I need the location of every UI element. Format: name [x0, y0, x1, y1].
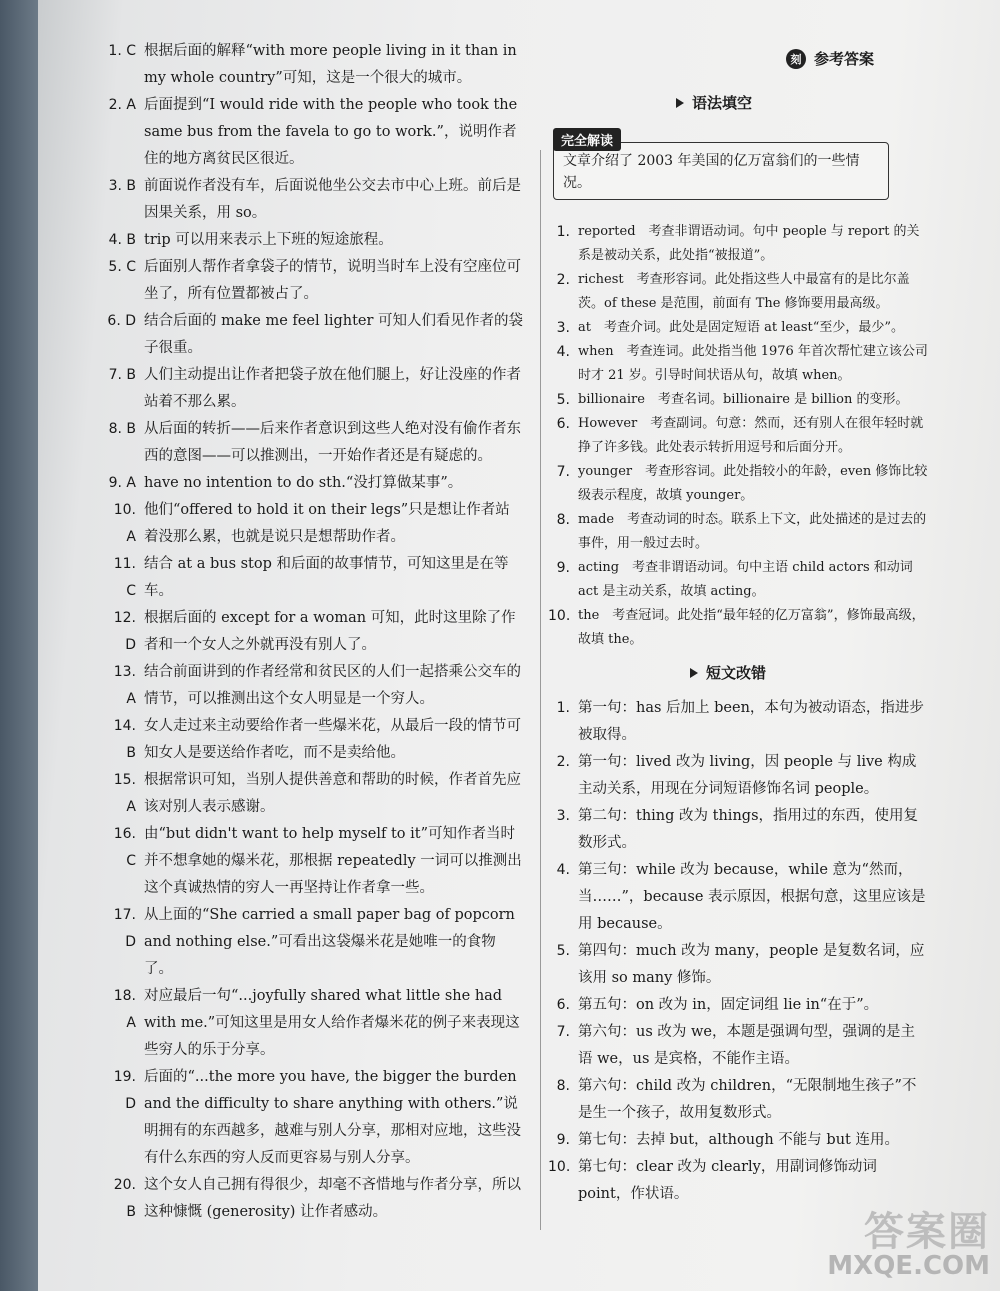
- answer-explanation: 后面的“...the more you have, the bigger the burden and the difficulty to share anything with others.”说明拥有的东西越多，越难与别人分享，那相对应地，这些没有什么东西的穷人反而更容易与别人分享。: [144, 1069, 521, 1166]
- answer-item: [548, 556, 928, 604]
- page-header: [786, 48, 874, 69]
- answer-explanation: 第七句：clear 改为 clearly，用副词修饰动词 point，作状语。: [578, 1159, 877, 1202]
- answer-explanation: acting 考查非谓语动词。句中主语 child actors 和动词 act 是主动关系，故填 acting。: [578, 560, 913, 599]
- answer-number: 2.: [556, 272, 570, 288]
- answer-number: 6.: [556, 997, 570, 1013]
- answer-explanation: trip 可以用来表示上下班的短途旅程。: [144, 232, 393, 248]
- answer-explanation: 后面提到“I would ride with the people who took the same bus from the favela to go to work.”，说明作者住的地方离贫民区很近。: [144, 97, 518, 167]
- background-edge: [0, 0, 40, 1291]
- answer-number: 7. B: [108, 367, 136, 383]
- answer-number: 3.: [556, 320, 570, 336]
- answer-number: 1. C: [108, 43, 136, 59]
- answer-explanation: 从上面的“She carried a small paper bag of popcorn and nothing else.”可看出这袋爆米花是她唯一的食物了。: [144, 907, 515, 977]
- answer-explanation: 由“but didn't want to help myself to it”可知作者当时并不想拿她的爆米花，那根据 repeatedly 一词可以推测出这个真诚热情的穷人一再坚持让作者拿一些。: [144, 826, 522, 896]
- answer-explanation: 根据后面的解释“with more people living in it than in my whole country”可知，这是一个很大的城市。: [144, 43, 517, 86]
- watermark: [820, 1200, 990, 1280]
- answer-number: 10. A: [113, 502, 136, 545]
- correction-answers: [548, 695, 928, 1208]
- answer-item: [548, 1019, 928, 1073]
- answer-item: [104, 767, 524, 821]
- grammar-answers: [548, 220, 928, 652]
- answer-item: [104, 902, 524, 983]
- answer-number: 17. D: [113, 907, 136, 950]
- answer-explanation: the 考查冠词。此处指“最年轻的亿万富翁”，修饰最高级，故填 the。: [578, 608, 925, 647]
- answer-number: 13. A: [113, 664, 136, 707]
- grammar-section-title: [676, 92, 752, 113]
- answer-explanation: 第二句：thing 改为 things，指用过的东西，使用复数形式。: [578, 808, 919, 851]
- answer-explanation: have no intention to do sth.“没打算做某事”。: [144, 475, 463, 491]
- answer-explanation: 第六句：child 改为 children，“无限制地生孩子”不是生一个孩子，故用复数形式。: [578, 1078, 917, 1121]
- answer-item: [104, 173, 524, 227]
- answer-explanation: However 考查副词。句意：然而，还有别人在很年轻时就挣了许多钱。此处表示转折用逗号和后面分开。: [578, 416, 924, 455]
- answer-item: [548, 1127, 928, 1154]
- answer-item: [548, 316, 928, 340]
- answer-item: [104, 1172, 524, 1226]
- answer-number: 5.: [556, 943, 570, 959]
- answer-explanation: made 考查动词的时态。联系上下文，此处描述的是过去的事件，用一般过去时。: [578, 512, 927, 551]
- answer-number: 8.: [556, 512, 570, 528]
- answer-item: [104, 362, 524, 416]
- answer-item: [104, 416, 524, 470]
- answer-explanation: 他们“offered to hold it on their legs”只是想让作者站着没那么累，也就是说只是想帮助作者。: [144, 502, 510, 545]
- answer-number: 9. A: [108, 475, 136, 491]
- answer-explanation: younger 考查形容词。此处指较小的年龄，even 修饰比较级表示程度，故填 younger。: [578, 464, 928, 503]
- answer-explanation: richest 考查形容词。此处指这些人中最富有的是比尔盖茨。of these 是范围，前面有 The 修饰要用最高级。: [578, 272, 910, 311]
- answer-item: [548, 508, 928, 556]
- answer-item: [104, 38, 524, 92]
- triangle-icon: [676, 98, 684, 108]
- answer-item: [104, 983, 524, 1064]
- answer-explanation: 女人走过来主动要给作者一些爆米花，从最后一段的情节可知女人是要送给作者吃，而不是卖给他。: [144, 718, 521, 761]
- answer-number: 1.: [556, 224, 570, 240]
- answer-number: 18. A: [113, 988, 136, 1031]
- answer-item: [104, 1064, 524, 1172]
- answer-number: 3.: [556, 808, 570, 824]
- answer-item: [548, 938, 928, 992]
- answer-number: 10.: [548, 608, 571, 624]
- answer-number: 11. C: [113, 556, 136, 599]
- answer-number: 19. D: [113, 1069, 136, 1112]
- answer-number: 1.: [556, 700, 570, 716]
- answer-item: [548, 388, 928, 412]
- answer-item: [548, 268, 928, 316]
- answer-item: [104, 821, 524, 902]
- watermark-url: MXQE.COM: [827, 1251, 990, 1281]
- answer-item: [104, 713, 524, 767]
- answer-explanation: 第五句：on 改为 in，固定词组 lie in“在于”。: [578, 997, 879, 1013]
- header-title: 参考答案: [814, 50, 875, 68]
- answer-explanation: 结合后面的 make me feel lighter 可知人们看见作者的袋子很重。: [144, 313, 524, 356]
- answer-explanation: 第六句：us 改为 we，本题是强调句型，强调的是主语 we，us 是宾格，不能作主语。: [578, 1024, 915, 1067]
- answer-item: [104, 470, 524, 497]
- answer-number: 6.: [556, 416, 570, 432]
- answer-number: 9.: [556, 1132, 570, 1148]
- answer-number: 6. D: [107, 313, 136, 329]
- triangle-icon: [690, 668, 698, 678]
- answer-explanation: 第一句：lived 改为 living，因 people 与 live 构成主动关系，用现在分词短语修饰名词 people。: [578, 754, 917, 797]
- answer-explanation: billionaire 考查名词。billionaire 是 billion 的变形。: [578, 392, 909, 407]
- answer-number: 2.: [556, 754, 570, 770]
- answer-explanation: 人们主动提出让作者把袋子放在他们腿上，好让没座的作者站着不那么累。: [144, 367, 521, 410]
- answer-item: [548, 695, 928, 749]
- answer-number: 14. B: [113, 718, 136, 761]
- answer-number: 10.: [548, 1159, 571, 1175]
- answer-item: [548, 749, 928, 803]
- answer-item: [104, 551, 524, 605]
- answer-number: 7.: [556, 464, 570, 480]
- answer-explanation: 第四句：much 改为 many，people 是复数名词，应该用 so many 修饰。: [578, 943, 925, 986]
- answer-number: 5.: [556, 392, 570, 408]
- answer-item: [548, 992, 928, 1019]
- answer-explanation: 前面说作者没有车，后面说他坐公交去市中心上班。前后是因果关系，用 so。: [144, 178, 521, 221]
- reading-answers: [104, 38, 524, 1226]
- answer-number: 4. B: [108, 232, 136, 248]
- answer-explanation: 根据常识可知，当别人提供善意和帮助的时候，作者首先应该对别人表示感谢。: [144, 772, 521, 815]
- answer-number: 8. B: [108, 421, 136, 437]
- answer-item: [548, 340, 928, 388]
- answer-number: 2. A: [108, 97, 136, 113]
- answer-number: 15. A: [113, 772, 136, 815]
- answer-explanation: at 考查介词。此处是固定短语 at least“至少，最少”。: [578, 320, 905, 335]
- answer-number: 9.: [556, 560, 570, 576]
- summary-box-text: 文章介绍了 2003 年美国的亿万富翁们的一些情况。: [563, 153, 860, 191]
- answer-number: 4.: [556, 344, 570, 360]
- answer-item: [104, 605, 524, 659]
- answer-item: [104, 254, 524, 308]
- answer-number: 12. D: [113, 610, 136, 653]
- correction-title-text: 短文改错: [706, 664, 767, 682]
- answer-number: 7.: [556, 1024, 570, 1040]
- answer-item: [548, 604, 928, 652]
- answer-explanation: 结合 at a bus stop 和后面的故事情节，可知这里是在等车。: [144, 556, 509, 599]
- answer-explanation: 从后面的转折——后来作者意识到这些人绝对没有偷作者东西的意图——可以推测出，一开始作者还是有疑虑的。: [144, 421, 521, 464]
- answer-item: [548, 857, 928, 938]
- grammar-title-text: 语法填空: [692, 94, 753, 112]
- answer-explanation: 结合前面讲到的作者经常和贫民区的人们一起搭乘公交车的情节，可以推测出这个女人明显是一个穷人。: [144, 664, 521, 707]
- answer-item: [104, 227, 524, 254]
- answer-explanation: when 考查连词。此处指当他 1976 年首次帮忙建立该公司时才 21 岁。引导时间状语从句，故填 when。: [578, 344, 928, 383]
- answer-item: [104, 497, 524, 551]
- answer-item: [104, 92, 524, 173]
- answer-item: [104, 308, 524, 362]
- answer-explanation: 这个女人自己拥有得很少，却毫不吝惜地与作者分享，所以这种慷慨 (generosity) 让作者感动。: [144, 1177, 521, 1220]
- answer-number: 8.: [556, 1078, 570, 1094]
- header-icon: 刻: [786, 49, 806, 69]
- answer-item: [548, 412, 928, 460]
- answer-item: [548, 803, 928, 857]
- answer-number: 3. B: [108, 178, 136, 194]
- answer-explanation: 第一句：has 后加上 been，本句为被动语态，指进步被取得。: [578, 700, 924, 743]
- answer-explanation: 对应最后一句“...joyfully shared what little she had with me.”可知这里是用女人给作者爆米花的例子来表现这些穷人的乐于分享。: [144, 988, 520, 1058]
- answer-number: 4.: [556, 862, 570, 878]
- watermark-logo: 答案圈: [864, 1209, 990, 1255]
- answer-item: [548, 220, 928, 268]
- column-divider: [540, 150, 541, 1230]
- answer-explanation: 第七句：去掉 but，although 不能与 but 连用。: [578, 1132, 899, 1148]
- answer-explanation: 根据后面的 except for a woman 可知，此时这里除了作者和一个女人之外就再没有别人了。: [144, 610, 516, 653]
- answer-explanation: 第三句：while 改为 because，while 意为“然而，当……”，because 表示原因，根据句意，这里应该是用 because。: [578, 862, 926, 932]
- answer-number: 5. C: [108, 259, 136, 275]
- correction-section-title: [690, 662, 766, 683]
- answer-number: 20. B: [113, 1177, 136, 1220]
- answer-item: [548, 1073, 928, 1127]
- answer-explanation: reported 考查非谓语动词。句中 people 与 report 的关系是被动关系，此处指“被报道”。: [578, 224, 920, 263]
- answer-item: [104, 659, 524, 713]
- answer-item: [548, 460, 928, 508]
- answer-explanation: 后面别人帮作者拿袋子的情节，说明当时车上没有空座位可坐了，所有位置都被占了。: [144, 259, 521, 302]
- summary-box-label: 完全解读: [553, 128, 621, 151]
- answer-number: 16. C: [113, 826, 136, 869]
